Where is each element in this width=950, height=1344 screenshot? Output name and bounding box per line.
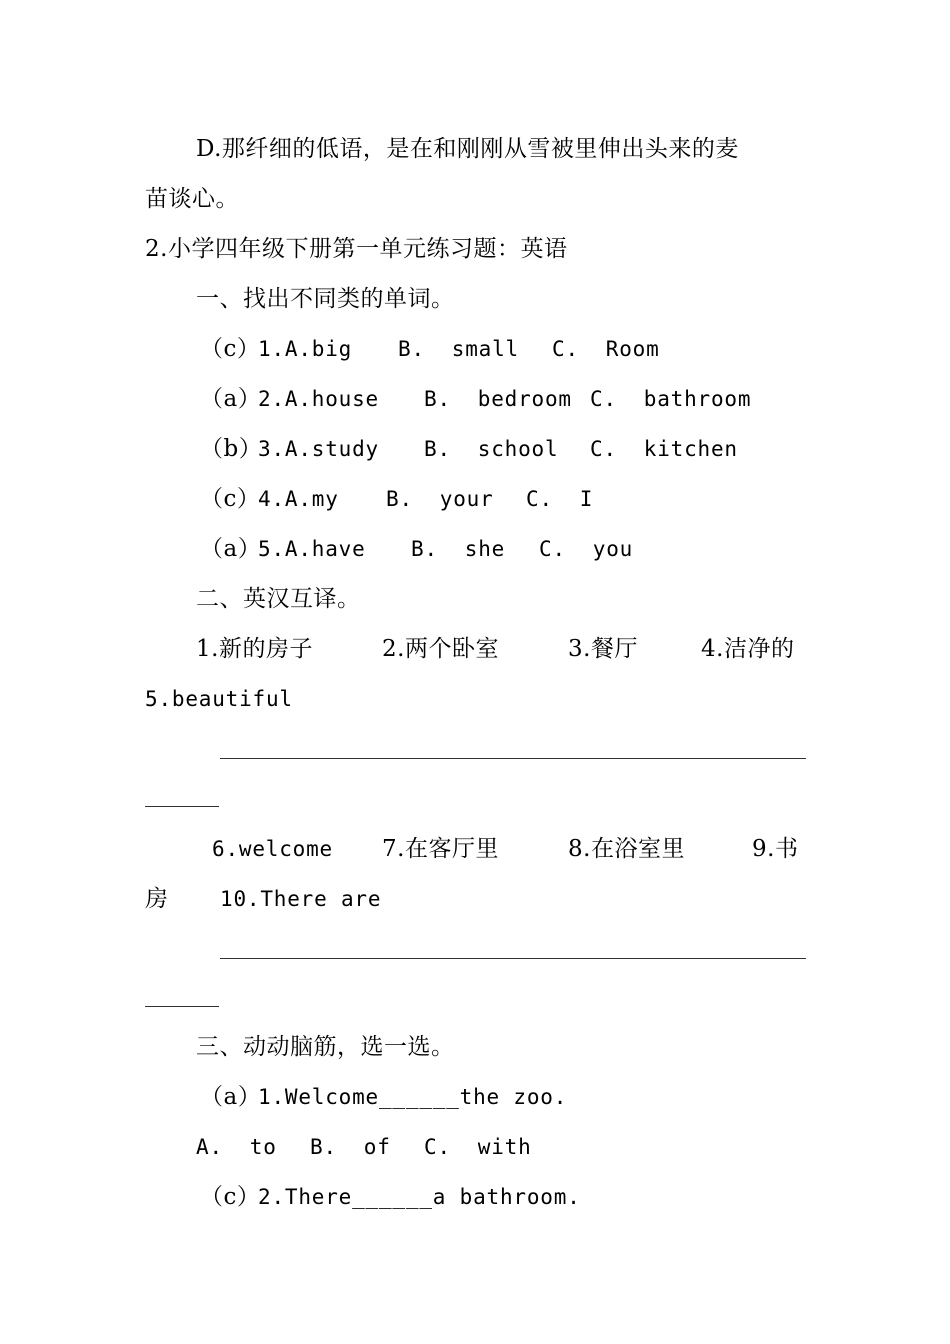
translate-item: 3.餐厅 [568,636,638,662]
question-option: A. to [196,1135,277,1159]
part1-heading: 一、找出不同类的单词。 [196,286,455,312]
item-option-c: C. kitchen [590,437,738,461]
item-option-a: 4.A.my [258,487,339,511]
answer-line [220,958,806,959]
question-answer: （c） [200,1184,261,1210]
item-option-c: C. Room [552,337,660,361]
translate-item: 1.新的房子 [196,636,313,662]
section-title: 2.小学四年级下册第一单元练习题：英语 [145,236,568,262]
translate-item: 2.两个卧室 [382,636,499,662]
item-option-c: C. bathroom [590,387,752,411]
item-option-b: B. your [386,487,494,511]
item-option-a: 2.A.house [258,387,379,411]
item-answer: （c） [200,486,261,512]
question-option: C. with [424,1135,532,1159]
item-option-b: B. she [411,537,506,561]
item-option-b: B. small [398,337,519,361]
item-answer: （c） [200,336,261,362]
part2-heading: 二、英汉互译。 [196,586,361,612]
item-option-a: 3.A.study [258,437,379,461]
part3-heading: 三、动动脑筋，选一选。 [196,1034,455,1060]
item-option-b: B. bedroom [424,387,572,411]
option-d-line2: 苗谈心。 [145,186,239,212]
item-option-b: B. school [424,437,559,461]
item-option-a: 5.A.have [258,537,366,561]
translate-item: 房 [145,886,169,912]
question-text: 2.There______a bathroom. [258,1185,581,1209]
translate-item: 10.There are [220,887,382,911]
translate-item: 7.在客厅里 [382,836,499,862]
answer-line [145,806,219,807]
item-answer: （b） [200,436,263,462]
translate-item: 6.welcome [212,837,333,861]
item-answer: （a） [200,386,262,412]
item-option-a: 1.A.big [258,337,353,361]
option-d-line1: D.那纤细的低语，是在和刚刚从雪被里伸出头来的麦 [196,136,739,162]
item-answer: （a） [200,536,262,562]
answer-line [220,758,806,759]
question-answer: （a） [200,1084,262,1110]
item-option-c: C. I [526,487,594,511]
translate-item: 8.在浴室里 [568,836,685,862]
question-text: 1.Welcome______the zoo. [258,1085,568,1109]
translate-item: 5.beautiful [145,687,293,711]
answer-line [145,1006,219,1007]
translate-item: 4.洁净的 [701,636,795,662]
translate-item: 9.书 [752,836,799,862]
question-option: B. of [310,1135,391,1159]
item-option-c: C. you [539,537,634,561]
